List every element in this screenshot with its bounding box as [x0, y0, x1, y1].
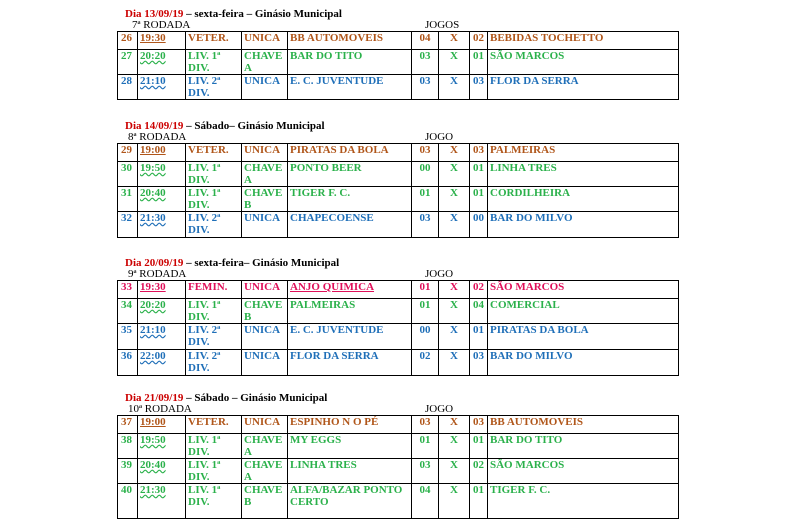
round-venue: – Sábado – Ginásio Municipal	[183, 392, 328, 404]
away-team: SÃO MARCOS	[488, 50, 679, 75]
away-score: 03	[470, 416, 488, 434]
category: LIV. 1ª DIV.	[186, 50, 242, 75]
away-team: LINHA TRES	[488, 162, 679, 187]
away-score: 01	[470, 50, 488, 75]
away-team: BB AUTOMOVEIS	[488, 416, 679, 434]
table-row	[118, 32, 679, 50]
versus-mark: X	[439, 75, 470, 100]
home-score: 04	[412, 484, 439, 519]
game-time: 19:00	[138, 144, 186, 162]
game-time: 21:30	[138, 212, 186, 238]
game-time: 20:20	[138, 50, 186, 75]
home-score: 03	[412, 144, 439, 162]
away-score: 01	[470, 434, 488, 459]
away-score: 00	[470, 212, 488, 238]
category: FEMIN.	[186, 281, 242, 299]
away-team: BEBIDAS TOCHETTO	[488, 32, 679, 50]
home-team: E. C. JUVENTUDE	[288, 75, 412, 100]
home-score: 02	[412, 350, 439, 376]
versus-mark: X	[439, 32, 470, 50]
category: LIV. 2ª DIV.	[186, 212, 242, 238]
round-label: 8ª RODADA	[128, 131, 187, 143]
home-score: 01	[412, 434, 439, 459]
home-team: TIGER F. C.	[288, 187, 412, 212]
group: UNICA	[242, 75, 288, 100]
group: UNICA	[242, 416, 288, 434]
table-row	[118, 50, 679, 75]
away-team: TIGER F. C.	[488, 484, 679, 519]
table-row	[118, 350, 679, 376]
group: CHAVE A	[242, 162, 288, 187]
home-team: LINHA TRES	[288, 459, 412, 484]
game-time: 19:50	[138, 162, 186, 187]
game-number: 38	[118, 434, 138, 459]
home-team: PONTO BEER	[288, 162, 412, 187]
game-time: 21:10	[138, 324, 186, 350]
away-team: SÃO MARCOS	[488, 459, 679, 484]
round-label: 9ª RODADA	[128, 268, 187, 280]
group: CHAVE A	[242, 434, 288, 459]
versus-mark: X	[439, 299, 470, 324]
round-date: Dia 13/09/19	[125, 8, 184, 20]
home-score: 03	[412, 459, 439, 484]
group: CHAVE A	[242, 50, 288, 75]
game-time: 19:30	[138, 281, 186, 299]
away-team: FLOR DA SERRA	[488, 75, 679, 100]
table-row	[118, 459, 679, 484]
home-team: PALMEIRAS	[288, 299, 412, 324]
round-date: Dia 20/09/19	[125, 257, 184, 269]
home-score: 03	[412, 75, 439, 100]
game-time: 21:30	[138, 484, 186, 519]
group: UNICA	[242, 32, 288, 50]
group: CHAVE B	[242, 484, 288, 519]
game-number: 35	[118, 324, 138, 350]
games-table	[117, 31, 679, 100]
game-number: 33	[118, 281, 138, 299]
table-row	[118, 484, 679, 519]
game-number: 30	[118, 162, 138, 187]
game-number: 28	[118, 75, 138, 100]
game-time: 21:10	[138, 75, 186, 100]
category: LIV. 2ª DIV.	[186, 350, 242, 376]
home-team: CHAPECOENSE	[288, 212, 412, 238]
group: UNICA	[242, 281, 288, 299]
round-label: 10ª RODADA	[128, 403, 192, 415]
home-team: BAR DO TITO	[288, 50, 412, 75]
games-label: JOGOS	[425, 19, 460, 31]
games-label: JOGO	[425, 131, 454, 143]
table-row	[118, 212, 679, 238]
home-team: ESPINHO N O PÉ	[288, 416, 412, 434]
home-score: 00	[412, 324, 439, 350]
table-row	[118, 144, 679, 162]
table-row	[118, 187, 679, 212]
away-score: 02	[470, 459, 488, 484]
table-row	[118, 75, 679, 100]
game-number: 26	[118, 32, 138, 50]
versus-mark: X	[439, 212, 470, 238]
home-score: 03	[412, 50, 439, 75]
games-label: JOGO	[425, 268, 454, 280]
games-table	[117, 280, 679, 376]
away-score: 01	[470, 484, 488, 519]
round-date: Dia 21/09/19	[125, 392, 184, 404]
versus-mark: X	[439, 144, 470, 162]
home-score: 01	[412, 281, 439, 299]
away-score: 04	[470, 299, 488, 324]
versus-mark: X	[439, 434, 470, 459]
away-score: 01	[470, 187, 488, 212]
round-venue: – sexta-feira– Ginásio Municipal	[183, 257, 340, 269]
home-team: ALFA/BAZAR PONTO CERTO	[288, 484, 412, 519]
table-row	[118, 162, 679, 187]
category: LIV. 1ª DIV.	[186, 434, 242, 459]
group: CHAVE B	[242, 299, 288, 324]
game-number: 40	[118, 484, 138, 519]
away-score: 02	[470, 32, 488, 50]
group: UNICA	[242, 324, 288, 350]
game-number: 39	[118, 459, 138, 484]
away-score: 01	[470, 162, 488, 187]
game-time: 19:00	[138, 416, 186, 434]
table-row	[118, 434, 679, 459]
game-time: 19:30	[138, 32, 186, 50]
round-venue: – sexta-feira – Ginásio Municipal	[183, 8, 342, 20]
away-score: 01	[470, 324, 488, 350]
away-team: PALMEIRAS	[488, 144, 679, 162]
away-score: 03	[470, 75, 488, 100]
home-team: MY EGGS	[288, 434, 412, 459]
game-number: 32	[118, 212, 138, 238]
category: LIV. 1ª DIV.	[186, 187, 242, 212]
category: VETER.	[186, 32, 242, 50]
versus-mark: X	[439, 416, 470, 434]
home-score: 01	[412, 187, 439, 212]
away-score: 03	[470, 144, 488, 162]
category: LIV. 1ª DIV.	[186, 162, 242, 187]
versus-mark: X	[439, 350, 470, 376]
category: LIV. 1ª DIV.	[186, 484, 242, 519]
table-row	[118, 299, 679, 324]
home-score: 04	[412, 32, 439, 50]
game-number: 29	[118, 144, 138, 162]
home-team: FLOR DA SERRA	[288, 350, 412, 376]
home-score: 01	[412, 299, 439, 324]
away-score: 02	[470, 281, 488, 299]
away-team: BAR DO MILVO	[488, 212, 679, 238]
category: LIV. 1ª DIV.	[186, 299, 242, 324]
table-row	[118, 324, 679, 350]
away-team: COMERCIAL	[488, 299, 679, 324]
round-date: Dia 14/09/19	[125, 120, 184, 132]
versus-mark: X	[439, 459, 470, 484]
away-score: 03	[470, 350, 488, 376]
round-venue: – Sábado– Ginásio Municipal	[183, 120, 325, 132]
away-team: CORDILHEIRA	[488, 187, 679, 212]
home-score: 03	[412, 416, 439, 434]
versus-mark: X	[439, 187, 470, 212]
category: VETER.	[186, 416, 242, 434]
group: CHAVE A	[242, 459, 288, 484]
game-number: 27	[118, 50, 138, 75]
game-number: 34	[118, 299, 138, 324]
game-time: 20:40	[138, 187, 186, 212]
group: UNICA	[242, 350, 288, 376]
games-label: JOGO	[425, 403, 454, 415]
home-score: 00	[412, 162, 439, 187]
versus-mark: X	[439, 162, 470, 187]
group: UNICA	[242, 212, 288, 238]
table-row	[118, 281, 679, 299]
round-label: 7ª RODADA	[132, 19, 191, 31]
home-team: E. C. JUVENTUDE	[288, 324, 412, 350]
versus-mark: X	[439, 50, 470, 75]
home-score: 03	[412, 212, 439, 238]
away-team: SÃO MARCOS	[488, 281, 679, 299]
games-table	[117, 415, 679, 519]
game-time: 20:20	[138, 299, 186, 324]
games-table	[117, 143, 679, 238]
game-time: 20:40	[138, 459, 186, 484]
game-number: 31	[118, 187, 138, 212]
category: LIV. 1ª DIV.	[186, 459, 242, 484]
away-team: BAR DO MILVO	[488, 350, 679, 376]
away-team: BAR DO TITO	[488, 434, 679, 459]
game-time: 19:50	[138, 434, 186, 459]
home-team: ANJO QUIMICA	[288, 281, 412, 299]
home-team: BB AUTOMOVEIS	[288, 32, 412, 50]
group: CHAVE B	[242, 187, 288, 212]
versus-mark: X	[439, 484, 470, 519]
away-team: PIRATAS DA BOLA	[488, 324, 679, 350]
category: VETER.	[186, 144, 242, 162]
game-number: 37	[118, 416, 138, 434]
group: UNICA	[242, 144, 288, 162]
versus-mark: X	[439, 281, 470, 299]
game-time: 22:00	[138, 350, 186, 376]
category: LIV. 2ª DIV.	[186, 324, 242, 350]
table-row	[118, 416, 679, 434]
versus-mark: X	[439, 324, 470, 350]
category: LIV. 2ª DIV.	[186, 75, 242, 100]
home-team: PIRATAS DA BOLA	[288, 144, 412, 162]
game-number: 36	[118, 350, 138, 376]
